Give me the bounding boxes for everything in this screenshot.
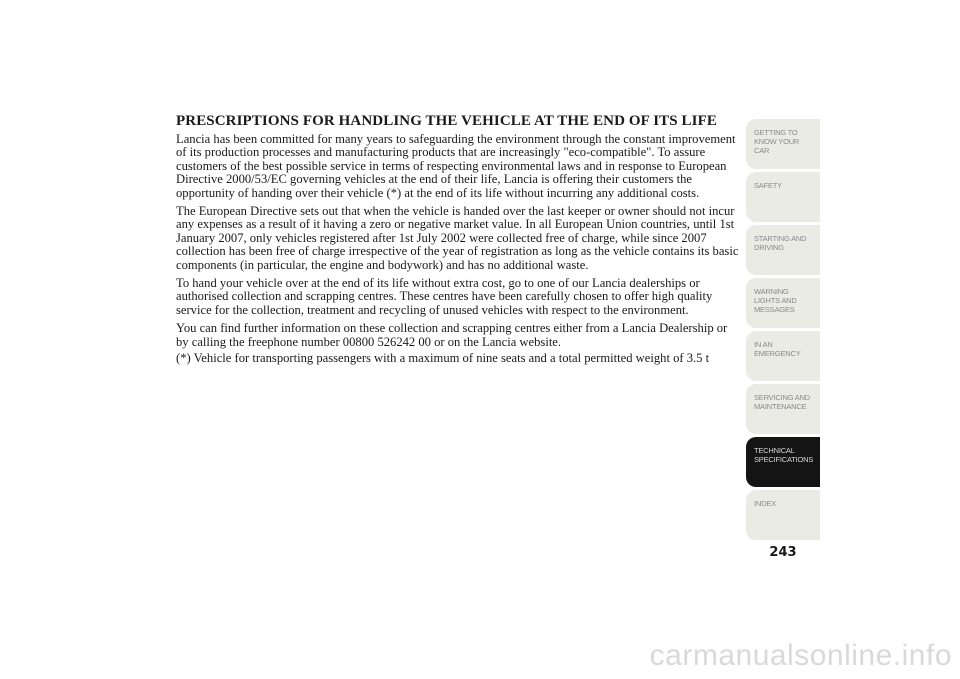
tab-label: STARTING AND DRIVING — [754, 234, 807, 252]
tab-in-an-emergency[interactable] — [746, 331, 820, 381]
tab-label: SAFETY — [754, 181, 782, 190]
paragraph-handover: To hand your vehicle over at the end of its life without extra cost, go to one of our Lancia dealerships or authorised collection and scrapping centres. These centres have been carefully chosen to offer high quality service for the collection, treatment and recycling of unused vehicles with respect to the environment. — [176, 276, 713, 317]
tab-label: GETTING TO KNOW YOUR CAR — [754, 128, 800, 155]
tab-servicing-and-maintenance[interactable] — [746, 384, 820, 434]
tab-technical-specifications[interactable] — [746, 437, 820, 487]
watermark: carmanualsonline.info — [649, 639, 952, 672]
section-heading: PRESCRIPTIONS FOR HANDLING THE VEHICLE AT THE END OF ITS LIFE — [176, 113, 717, 129]
tab-label: WARNING LIGHTS AND MESSAGES — [754, 287, 797, 314]
tab-label: SERVICING AND MAINTENANCE — [754, 393, 811, 411]
paragraph-footnote: (*) Vehicle for transporting passengers with a maximum of nine seats and a total permitted weight of 3.5 t — [176, 351, 710, 366]
tab-warning-lights-and-messages[interactable] — [746, 278, 820, 328]
main-content — [176, 113, 741, 371]
tab-label: TECHNICAL SPECIFICATIONS — [754, 446, 814, 464]
tab-getting-to-know-your-car[interactable] — [746, 119, 820, 169]
tab-index[interactable] — [746, 490, 820, 540]
paragraph-commitment: Lancia has been committed for many years to safeguarding the environment through the constant improvement of its production processes and manufacturing products that are increasingly "eco-compatible". To assure customers of the best possible service in terms of respecting environmental laws and in response to European Directive 2000/53/EC governing vehicles at the end of their life, Lancia is offering their customers the opportunity of handing over their vehicle (*) at the end of its life without incurring any additional costs. — [176, 132, 736, 200]
tab-safety[interactable] — [746, 172, 820, 222]
paragraph-directive: The European Directive sets out that when the vehicle is handed over the last keeper or owner should not incur any expenses as a result of it having a zero or negative market value. In all European Union countries, until 1st January 2007, only vehicles registered after 1st July 2002 were collected free of charge, while since 2007 collection has been free of charge irrespective of the year of registration as long as the vehicle contains its basic components (in particular, the engine and bodywork) and has no additional waste. — [176, 204, 739, 272]
tab-label: IN AN EMERGENCY — [754, 340, 801, 358]
tab-starting-and-driving[interactable] — [746, 225, 820, 275]
tab-label: INDEX — [754, 499, 776, 508]
paragraph-information: You can find further information on these collection and scrapping centres either from a Lancia Dealership or by calling the freephone number 00800 526242 00 or on the Lancia website. — [176, 321, 728, 349]
page-number: 243 — [769, 545, 797, 560]
section-tabs — [746, 119, 820, 543]
